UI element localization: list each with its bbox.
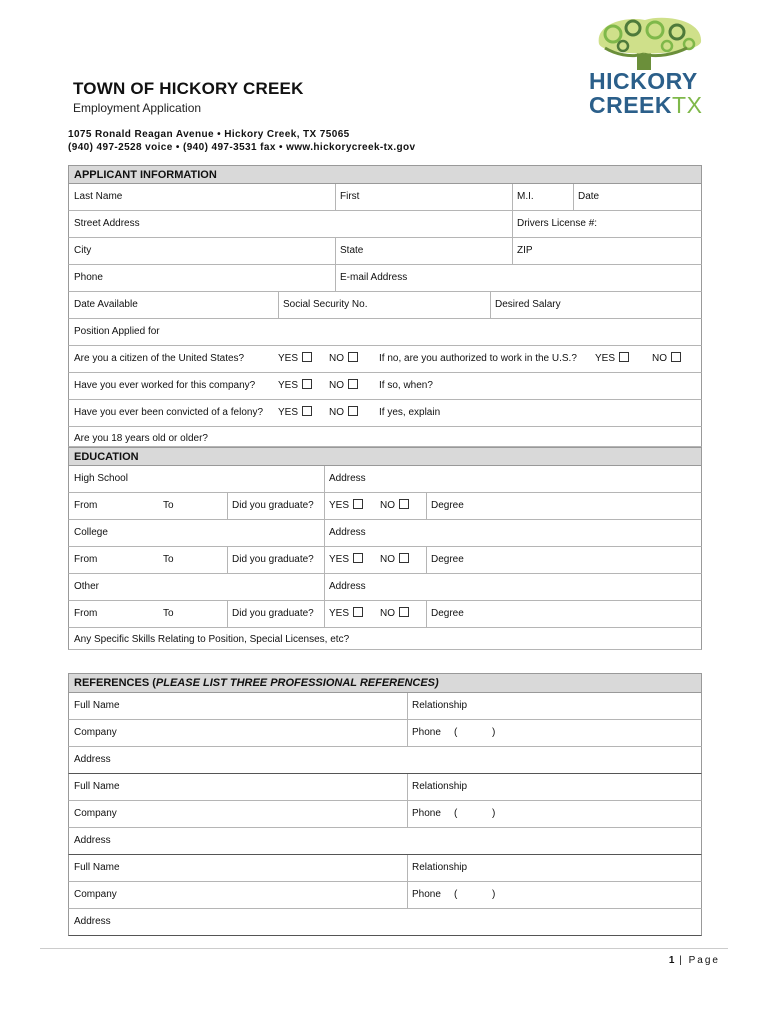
- checkbox-icon[interactable]: [302, 352, 312, 362]
- authorized-question: If no, are you authorized to work in the U.S.?: [379, 353, 577, 364]
- explain-label: If yes, explain: [379, 407, 441, 418]
- worked-question: Have you ever worked for this company?: [74, 380, 256, 391]
- full-name-label: Full Name: [74, 781, 120, 792]
- yes-label: YES: [329, 608, 350, 619]
- checkbox-icon[interactable]: [302, 379, 312, 389]
- yes-label: YES: [278, 380, 299, 391]
- education-section: [68, 447, 702, 650]
- zip-label: ZIP: [517, 245, 533, 256]
- checkbox-icon[interactable]: [399, 553, 409, 563]
- checkbox-icon[interactable]: [353, 499, 363, 509]
- ref2-name-row[interactable]: [68, 774, 702, 801]
- other-grad-no[interactable]: [375, 601, 409, 627]
- hs-grad-yes[interactable]: [324, 493, 363, 519]
- no-label: NO: [329, 407, 344, 418]
- relationship-label: Relationship: [412, 700, 468, 711]
- education-heading: EDUCATION: [68, 447, 702, 466]
- position-row[interactable]: [68, 319, 702, 346]
- college-row[interactable]: [68, 520, 702, 547]
- checkbox-icon[interactable]: [399, 607, 409, 617]
- felony-no[interactable]: [324, 400, 358, 426]
- applicant-heading: APPLICANT INFORMATION: [68, 165, 702, 184]
- high-school-row[interactable]: [68, 466, 702, 493]
- graduate-label: Did you graduate?: [232, 500, 314, 511]
- company-label: Company: [74, 727, 117, 738]
- no-label: NO: [380, 500, 395, 511]
- college-grad-no[interactable]: [375, 547, 409, 573]
- street-label: Street Address: [74, 218, 140, 229]
- address-label: Address: [74, 916, 111, 927]
- availability-row[interactable]: [68, 292, 702, 319]
- authorized-yes[interactable]: [590, 346, 629, 372]
- phone-label: Phone: [412, 727, 441, 738]
- page-number: 1: [668, 955, 675, 966]
- email-label: E-mail Address: [340, 272, 408, 283]
- degree-label[interactable]: Degree: [431, 500, 464, 511]
- date-available-label: Date Available: [74, 299, 138, 310]
- worked-yes[interactable]: [273, 373, 312, 399]
- phone-label: Phone: [412, 808, 441, 819]
- when-label: If so, when?: [379, 380, 433, 391]
- other-label: Other: [74, 581, 100, 592]
- yes-label: YES: [278, 407, 299, 418]
- no-label: NO: [652, 353, 667, 364]
- graduate-label: Did you graduate?: [232, 608, 314, 619]
- logo-creek-row: [589, 92, 715, 119]
- from-label[interactable]: From: [74, 554, 98, 565]
- last-name-label: Last Name: [74, 191, 123, 202]
- phone-paren-close: ): [492, 727, 496, 738]
- desired-salary-label: Desired Salary: [495, 299, 561, 310]
- citizen-row: [68, 346, 702, 373]
- checkbox-icon[interactable]: [302, 406, 312, 416]
- checkbox-icon[interactable]: [348, 379, 358, 389]
- mi-label: M.I.: [517, 191, 534, 202]
- other-address-label: Address: [329, 581, 366, 592]
- no-label: NO: [329, 380, 344, 391]
- no-label: NO: [380, 554, 395, 565]
- worked-no[interactable]: [324, 373, 358, 399]
- checkbox-icon[interactable]: [353, 553, 363, 563]
- yes-label: YES: [329, 554, 350, 565]
- degree-label[interactable]: Degree: [431, 554, 464, 565]
- checkbox-icon[interactable]: [619, 352, 629, 362]
- phone-paren-close: ): [492, 808, 496, 819]
- other-dates-row: [68, 601, 702, 628]
- checkbox-icon[interactable]: [671, 352, 681, 362]
- page-label: | Page: [674, 955, 720, 966]
- ref3-address-row[interactable]: [68, 909, 702, 936]
- page-footer: [669, 955, 720, 966]
- graduate-label: Did you graduate?: [232, 554, 314, 565]
- ref2-company-row[interactable]: [68, 801, 702, 828]
- from-label[interactable]: From: [74, 500, 98, 511]
- address-label: Address: [74, 835, 111, 846]
- hs-address-label: Address: [329, 473, 366, 484]
- full-name-label: Full Name: [74, 700, 120, 711]
- ref1-company-row[interactable]: [68, 720, 702, 747]
- checkbox-icon[interactable]: [348, 352, 358, 362]
- ref1-address-row[interactable]: [68, 747, 702, 774]
- ref3-name-row[interactable]: [68, 855, 702, 882]
- full-name-label: Full Name: [74, 862, 120, 873]
- logo-tx: TX: [672, 92, 703, 118]
- phone-paren-open: (: [454, 808, 458, 819]
- company-label: Company: [74, 808, 117, 819]
- checkbox-icon[interactable]: [353, 607, 363, 617]
- city-row[interactable]: [68, 238, 702, 265]
- citizen-yes[interactable]: [273, 346, 312, 372]
- street-row[interactable]: [68, 211, 702, 238]
- other-row[interactable]: [68, 574, 702, 601]
- state-label: State: [340, 245, 364, 256]
- city-label: City: [74, 245, 92, 256]
- college-grad-yes[interactable]: [324, 547, 363, 573]
- references-heading-main: REFERENCES (: [74, 677, 156, 689]
- felony-yes[interactable]: [273, 400, 312, 426]
- ref3-company-row[interactable]: [68, 882, 702, 909]
- hs-dates-row: [68, 493, 702, 520]
- phone-label: Phone: [74, 272, 103, 283]
- citizen-question: Are you a citizen of the United States?: [74, 353, 245, 364]
- logo-creek: CREEK: [589, 92, 673, 118]
- address-block: [68, 128, 416, 154]
- drivers-license-label: Drivers License #:: [517, 218, 598, 229]
- college-label: College: [74, 527, 108, 538]
- address-line-2: (940) 497-2528 voice • (940) 497-3531 fax • www.hickorycreek-tx.gov: [68, 142, 416, 153]
- checkbox-icon[interactable]: [348, 406, 358, 416]
- date-label: Date: [578, 191, 600, 202]
- high-school-label: High School: [74, 473, 128, 484]
- address-label: Address: [74, 754, 111, 765]
- town-logo: [585, 14, 715, 124]
- address-line-1: 1075 Ronald Reagan Avenue • Hickory Creek, TX 75065: [68, 129, 350, 140]
- references-heading: [68, 673, 702, 693]
- felony-row: [68, 400, 702, 427]
- other-grad-yes[interactable]: [324, 601, 363, 627]
- page-title: TOWN OF HICKORY CREEK: [73, 79, 304, 98]
- age-question: Are you 18 years old or older?: [74, 433, 208, 444]
- skills-label: Any Specific Skills Relating to Position, Special Licenses, etc?: [74, 634, 350, 645]
- company-label: Company: [74, 889, 117, 900]
- position-label: Position Applied for: [74, 326, 160, 337]
- phone-paren-open: (: [454, 727, 458, 738]
- no-label: NO: [380, 608, 395, 619]
- to-label[interactable]: To: [163, 554, 174, 565]
- felony-question: Have you ever been convicted of a felony?: [74, 407, 264, 418]
- citizen-no[interactable]: [324, 346, 358, 372]
- no-label: NO: [329, 353, 344, 364]
- phone-paren-close: ): [492, 889, 496, 900]
- first-name-label: First: [340, 191, 360, 202]
- phone-paren-open: (: [454, 889, 458, 900]
- from-label[interactable]: From: [74, 608, 98, 619]
- authorized-no[interactable]: [647, 346, 681, 372]
- name-row[interactable]: [68, 184, 702, 211]
- yes-label: YES: [329, 500, 350, 511]
- to-label[interactable]: To: [163, 608, 174, 619]
- hs-grad-no[interactable]: [375, 493, 409, 519]
- ref2-address-row[interactable]: [68, 828, 702, 855]
- logo-hickory: HICKORY: [589, 68, 698, 94]
- phone-label: Phone: [412, 889, 441, 900]
- yes-label: YES: [595, 353, 616, 364]
- yes-label: YES: [278, 353, 299, 364]
- to-label[interactable]: To: [163, 500, 174, 511]
- phone-row[interactable]: [68, 265, 702, 292]
- college-dates-row: [68, 547, 702, 574]
- checkbox-icon[interactable]: [399, 499, 409, 509]
- age-row: [68, 427, 702, 447]
- relationship-label: Relationship: [412, 862, 468, 873]
- page-subtitle: Employment Application: [73, 101, 202, 115]
- relationship-label: Relationship: [412, 781, 468, 792]
- worked-row: [68, 373, 702, 400]
- tree-icon: [585, 14, 715, 72]
- degree-label[interactable]: Degree: [431, 608, 464, 619]
- ssn-label: Social Security No.: [283, 299, 368, 310]
- references-section: [68, 673, 702, 936]
- skills-row[interactable]: [68, 628, 702, 650]
- references-heading-emph: PLEASE LIST THREE PROFESSIONAL REFERENCES): [155, 677, 439, 689]
- applicant-section: [68, 165, 702, 447]
- college-address-label: Address: [329, 527, 366, 538]
- footer-divider: [40, 948, 728, 949]
- ref1-name-row[interactable]: [68, 693, 702, 720]
